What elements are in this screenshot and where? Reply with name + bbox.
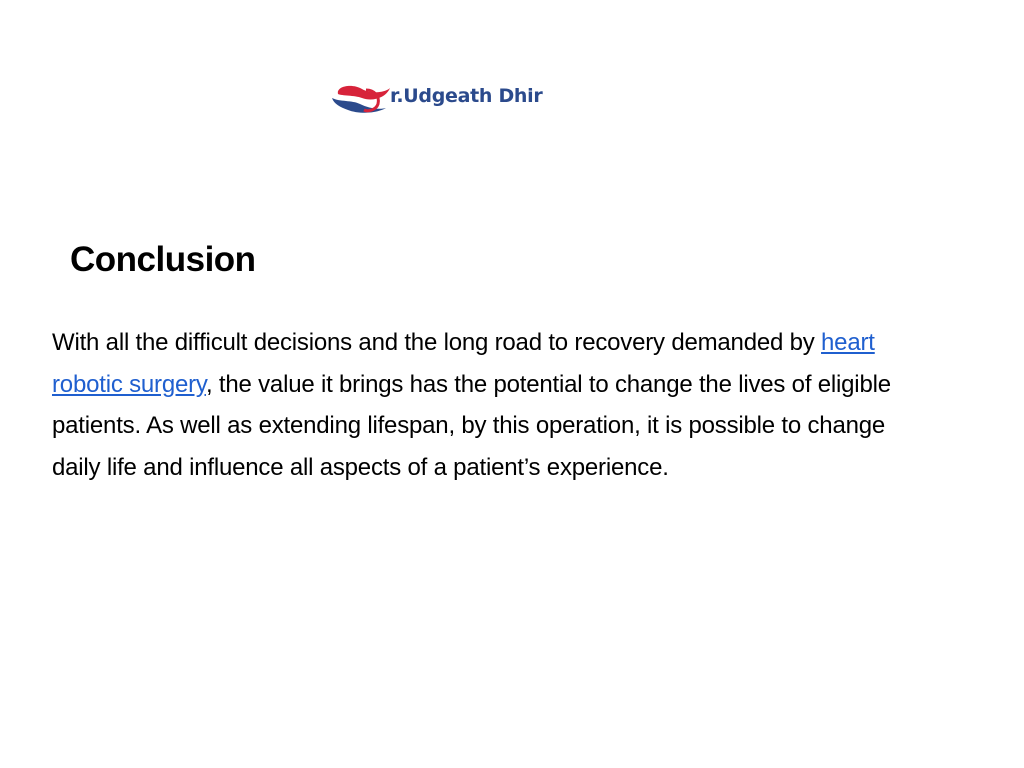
conclusion-paragraph	[52, 322, 932, 488]
logo-heart-icon	[328, 80, 398, 116]
logo-text: r.Udgeath Dhir	[390, 85, 543, 107]
paragraph-text-before-link: demanded by	[671, 329, 822, 356]
paragraph-line-1: With all the difficult decisions and the long road to recovery	[52, 329, 665, 356]
paragraph-text-after-link: , the value it brings has the potential to change the lives of eligible patients. As well as extending lifespan, by this operation, it is possible to change daily life and influence all aspects of a patient’s experience.	[52, 370, 891, 481]
page-title: Conclusion	[70, 240, 256, 279]
logo	[328, 80, 628, 116]
heart-robotic-surgery-link[interactable]: heart robotic surgery	[52, 329, 875, 398]
